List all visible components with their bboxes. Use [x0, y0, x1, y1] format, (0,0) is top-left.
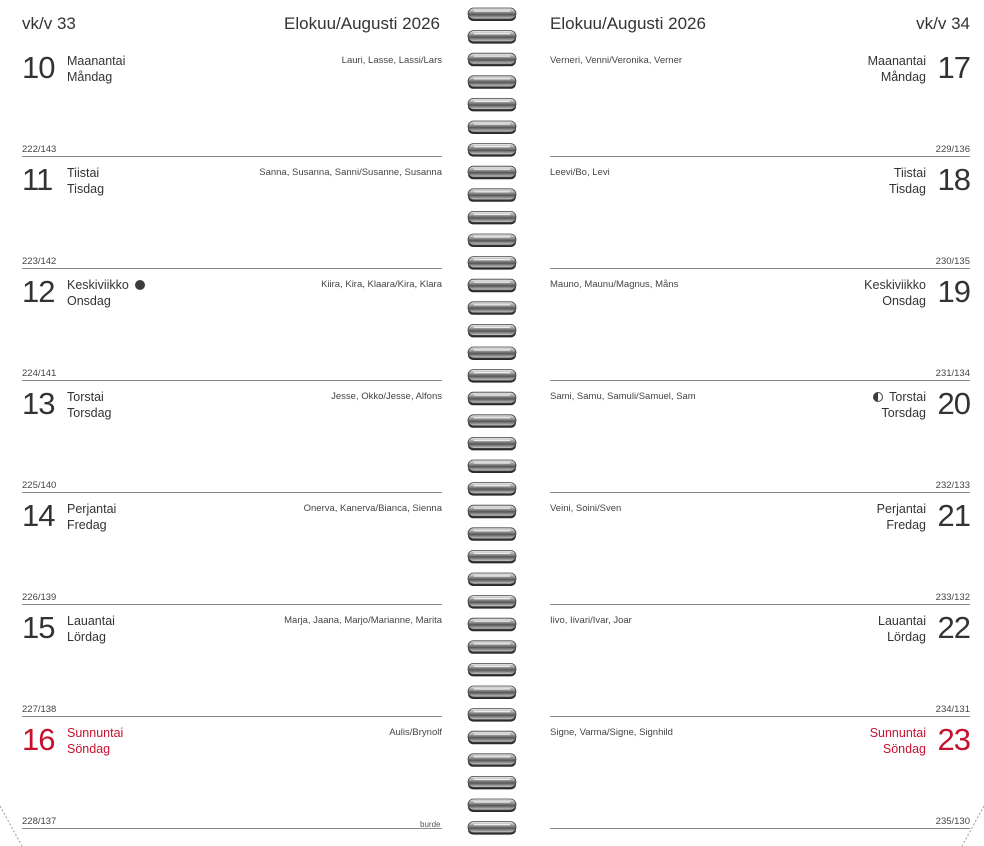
day-row[interactable]	[22, 494, 442, 606]
day-divider	[22, 268, 442, 269]
spiral-ring	[468, 799, 516, 812]
spiral-ring	[468, 8, 516, 21]
weekday-swedish: Onsdag	[882, 294, 926, 308]
spiral-ring	[468, 754, 516, 767]
brand-logo: burde	[420, 820, 441, 829]
name-days: Aulis/Brynolf	[389, 727, 442, 738]
name-days: Verneri, Venni/Veronika, Verner	[550, 55, 683, 66]
day-number: 23	[937, 722, 970, 757]
weekday-finnish-row	[873, 389, 926, 405]
month-title: Elokuu/Augusti 2026	[284, 14, 440, 33]
weekday-swedish: Fredag	[67, 518, 107, 532]
day-divider	[550, 156, 970, 157]
spiral-ring	[468, 31, 516, 44]
day-row[interactable]	[550, 46, 970, 158]
day-number: 15	[22, 610, 55, 645]
spiral-ring	[468, 686, 516, 699]
spiral-ring	[468, 596, 516, 609]
name-days: Sanna, Susanna, Sanni/Susanne, Susanna	[259, 167, 442, 178]
spiral-ring	[468, 437, 516, 450]
name-days: Kiira, Kira, Klaara/Kira, Klara	[321, 279, 442, 290]
weekday-swedish: Måndag	[67, 70, 113, 84]
weekday-finnish-row	[67, 277, 145, 293]
day-divider	[22, 828, 442, 829]
day-row[interactable]	[550, 606, 970, 718]
weekday-finnish: Sunnuntai	[869, 726, 926, 740]
day-divider	[550, 828, 970, 829]
day-number: 20	[937, 386, 970, 421]
day-divider	[550, 492, 970, 493]
spiral-ring	[468, 776, 516, 789]
day-number: 22	[937, 610, 970, 645]
spiral-ring	[468, 505, 516, 518]
day-divider	[22, 156, 442, 157]
day-number: 11	[22, 162, 53, 197]
spiral-ring	[468, 347, 516, 360]
day-count: 227/138	[22, 704, 57, 715]
day-row[interactable]	[550, 494, 970, 606]
spiral-ring	[468, 663, 516, 676]
weekday-finnish: Torstai	[67, 390, 104, 404]
day-row-sunday[interactable]	[550, 718, 970, 830]
spiral-ring	[468, 483, 516, 496]
spiral-ring	[468, 76, 516, 89]
name-days: Sami, Samu, Samuli/Samuel, Sam	[550, 391, 696, 402]
spiral-ring	[468, 550, 516, 563]
day-divider	[22, 604, 442, 605]
weekday-finnish: Keskiviikko	[67, 278, 129, 292]
day-divider	[550, 716, 970, 717]
name-days: Onerva, Kanerva/Bianca, Sienna	[303, 503, 442, 514]
full-moon-icon	[135, 280, 145, 290]
day-row[interactable]	[22, 270, 442, 382]
weekday-swedish: Lördag	[67, 630, 106, 644]
spiral-ring	[468, 709, 516, 722]
day-number: 10	[22, 50, 55, 85]
weekday-finnish: Maanantai	[867, 54, 926, 68]
day-count: 235/130	[935, 816, 970, 827]
weekday-swedish: Söndag	[67, 742, 111, 756]
name-days: Veini, Soini/Sven	[550, 503, 622, 514]
day-divider	[22, 716, 442, 717]
day-divider	[550, 268, 970, 269]
day-count: 234/131	[935, 704, 970, 715]
weekday-finnish: Sunnuntai	[67, 726, 124, 740]
day-count: 232/133	[935, 480, 970, 491]
day-divider	[550, 604, 970, 605]
spiral-ring	[468, 189, 516, 202]
spiral-ring	[468, 166, 516, 179]
name-days: Iivo, Iivari/Ivar, Joar	[550, 615, 632, 626]
weekday-finnish: Lauantai	[878, 614, 926, 628]
day-row[interactable]	[550, 158, 970, 270]
day-number: 18	[937, 162, 970, 197]
day-count: 225/140	[22, 480, 57, 491]
day-count: 222/143	[22, 144, 57, 155]
weekday-finnish: Lauantai	[67, 614, 115, 628]
spiral-ring	[468, 324, 516, 337]
spiral-ring	[468, 618, 516, 631]
weekday-swedish: Måndag	[880, 70, 926, 84]
day-divider	[22, 380, 442, 381]
name-days: Marja, Jaana, Marjo/Marianne, Marita	[284, 615, 442, 626]
left-page	[0, 0, 462, 846]
day-row[interactable]	[22, 606, 442, 718]
weekday-swedish: Torsdag	[67, 406, 112, 420]
day-count: 224/141	[22, 368, 57, 379]
day-count: 231/134	[935, 368, 970, 379]
day-number: 19	[937, 274, 970, 309]
spiral-ring	[468, 731, 516, 744]
weekday-finnish: Tiistai	[67, 166, 100, 180]
right-page	[522, 0, 984, 846]
name-days: Leevi/Bo, Levi	[550, 167, 610, 178]
day-row[interactable]	[550, 382, 970, 494]
spiral-ring	[468, 53, 516, 66]
perforation-corner-left	[0, 800, 24, 846]
spiral-ring	[468, 370, 516, 383]
weekday-swedish: Lördag	[887, 630, 926, 644]
half-moon-icon	[873, 392, 883, 402]
spiral-binding	[462, 0, 522, 846]
day-row[interactable]	[550, 270, 970, 382]
spiral-ring	[468, 302, 516, 315]
weekday-finnish: Maanantai	[67, 54, 126, 68]
spiral-ring	[468, 144, 516, 157]
day-count: 226/139	[22, 592, 57, 603]
day-divider	[22, 492, 442, 493]
weekday-finnish: Torstai	[889, 390, 926, 404]
spiral-ring	[468, 121, 516, 134]
name-days: Mauno, Maunu/Magnus, Måns	[550, 279, 679, 290]
day-number: 17	[937, 50, 970, 85]
spiral-ring	[468, 211, 516, 224]
day-row-sunday[interactable]	[22, 718, 442, 830]
weekday-swedish: Söndag	[882, 742, 926, 756]
weekday-finnish: Perjantai	[67, 502, 117, 516]
spiral-ring	[468, 822, 516, 835]
weekday-swedish: Onsdag	[67, 294, 111, 308]
perforation-corner-right	[960, 800, 984, 846]
day-count: 233/132	[935, 592, 970, 603]
day-number: 14	[22, 498, 55, 533]
day-number: 12	[22, 274, 55, 309]
weekday-swedish: Fredag	[886, 518, 926, 532]
day-count: 228/137	[22, 816, 57, 827]
week-number: vk/v 34	[916, 14, 970, 33]
spiral-ring	[468, 392, 516, 405]
day-row[interactable]	[22, 382, 442, 494]
day-row[interactable]	[22, 46, 442, 158]
name-days: Jesse, Okko/Jesse, Alfons	[331, 391, 442, 402]
day-divider	[550, 380, 970, 381]
weekday-finnish: Perjantai	[876, 502, 926, 516]
spiral-ring	[468, 573, 516, 586]
day-number: 21	[937, 498, 970, 533]
spiral-ring	[468, 641, 516, 654]
weekday-finnish: Tiistai	[893, 166, 926, 180]
spiral-ring	[468, 98, 516, 111]
spiral-ring	[468, 257, 516, 270]
week-number: vk/v 33	[22, 14, 76, 33]
spiral-ring	[468, 528, 516, 541]
month-title: Elokuu/Augusti 2026	[550, 14, 706, 33]
spiral-ring	[468, 234, 516, 247]
day-count: 230/135	[935, 256, 970, 267]
day-number: 13	[22, 386, 55, 421]
day-number: 16	[22, 722, 55, 757]
weekday-swedish: Tisdag	[67, 182, 105, 196]
weekday-swedish: Tisdag	[888, 182, 926, 196]
day-count: 223/142	[22, 256, 57, 267]
name-days: Lauri, Lasse, Lassi/Lars	[341, 55, 442, 66]
day-row[interactable]	[22, 158, 442, 270]
weekday-swedish: Torsdag	[881, 406, 926, 420]
weekday-finnish: Keskiviikko	[864, 278, 926, 292]
spiral-ring	[468, 415, 516, 428]
day-count: 229/136	[935, 144, 970, 155]
spiral-ring	[468, 460, 516, 473]
spiral-ring	[468, 279, 516, 292]
name-days: Signe, Varma/Signe, Signhild	[550, 727, 673, 738]
